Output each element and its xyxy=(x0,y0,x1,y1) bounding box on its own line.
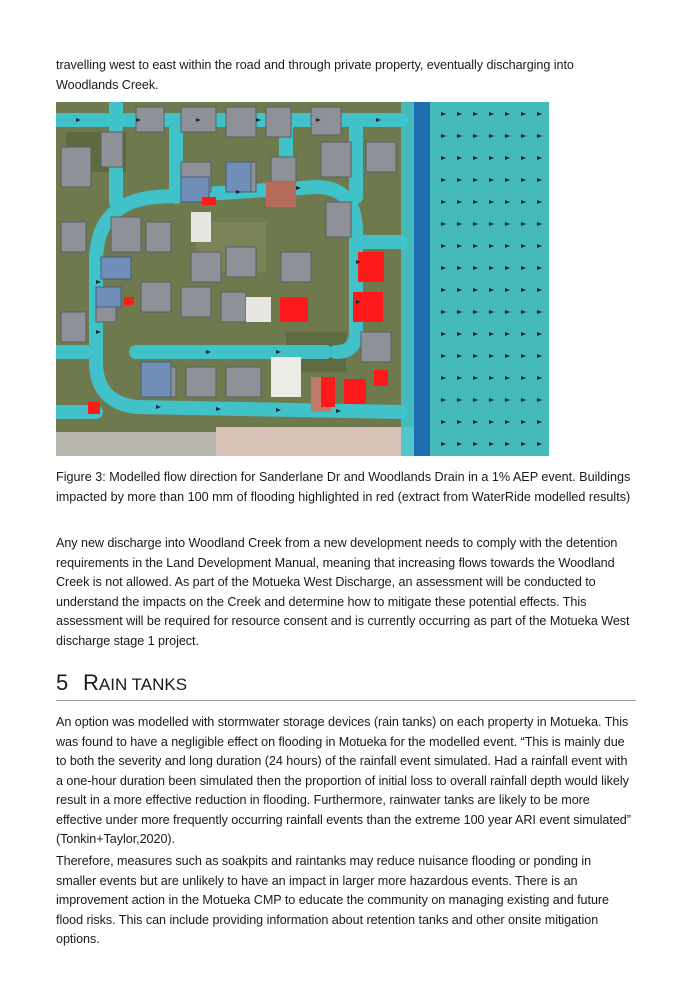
figure-caption: Figure 3: Modelled flow direction for Sanderlane Dr and Woodlands Drain in a 1% AEP event. Buildings impacted by more than 100 mm of flooding highlighted in red (extract from WaterRide modelled results) xyxy=(56,470,631,504)
section-number: 5 xyxy=(56,670,69,695)
measures-paragraph: Therefore, measures such as soakpits and raintanks may reduce nuisance flooding or ponding in smaller events but are unlikely to have an impact in larger more hazardous events. There is an improvement action in the Motueka CMP to educate the community on managing existing and future flood risks. This can include providing information about retention tanks and other onsite mitigation options. xyxy=(56,854,609,946)
flood-flow-map xyxy=(56,102,549,456)
detention-paragraph: Any new discharge into Woodland Creek from a new development needs to comply with the detention requirements in the Land Development Manual, meaning that increasing flows towards the Woodland Creek is not allowed. As part of the Motueka West Discharge, an assessment will be conducted to understand the impacts on the Creek and determine how to mitigate these potential effects. This assessment will be required for resource consent and is currently occurring as part of the Motueka West discharge stage 1 project. xyxy=(56,536,630,648)
flood-map-image xyxy=(56,102,549,456)
intro-paragraph: travelling west to east within the road and through private property, eventually discharging into Woodlands Creek. xyxy=(56,58,574,92)
section-heading xyxy=(56,668,636,701)
section-title xyxy=(83,668,187,700)
section-title-initial: R xyxy=(83,670,99,695)
section-title-rest: AIN TANKS xyxy=(98,675,188,694)
rain-tanks-paragraph: An option was modelled with stormwater storage devices (rain tanks) on each property in Motueka. This was found to have a negligible effect on flooding in Motueka for the modelled event. “This is mainly due to both the severity and long duration (24 hours) of the rainfall event simulated. Had a rainfall event with a one-hour duration been simulated then the proportion of initial loss to overall rainfall depth would likely result in a more effective reduction in flooding. Furthermore, rainwater tanks are likely to be more effective under more frequently occurring rainfall events than the extreme 100 year ARI event simulated” (Tonkin+Taylor,2020). xyxy=(56,715,631,846)
